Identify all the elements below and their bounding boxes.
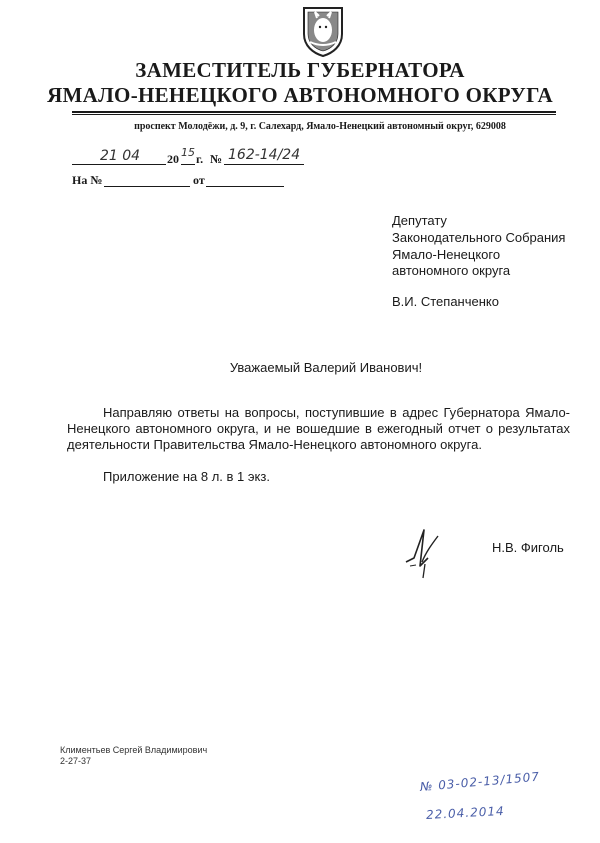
reply-number-underline: [104, 186, 190, 187]
registration-date: 22.04.2014: [425, 803, 505, 822]
executor-name: Климентьев Сергей Владимирович: [60, 745, 208, 755]
letter-body-line: деятельности Правительства Ямало-Ненецкого автономного округа.: [67, 437, 482, 452]
signature-icon: [398, 522, 448, 582]
letterhead-address: проспект Молодёжи, д. 9, г. Салехард, Ямало-Ненецкий автономный округ, 629008: [134, 121, 506, 132]
recipient-line: Законодательного Собрания: [392, 230, 566, 245]
recipient-line: Ямало-Ненецкого: [392, 247, 501, 262]
recipient-line: Депутату: [392, 213, 447, 228]
outgoing-number-label: №: [210, 152, 223, 166]
executor-phone: 2-27-37: [60, 756, 92, 766]
letterhead-divider-thin: [72, 114, 556, 115]
reply-date-underline: [206, 186, 284, 187]
letterhead-title-line1: ЗАМЕСТИТЕЛЬ ГУБЕРНАТОРА: [135, 58, 465, 82]
registration-number: № 03-02-13/1507: [419, 769, 541, 794]
attachment-note: Приложение на 8 л. в 1 экз.: [103, 469, 270, 484]
outgoing-year-prefix: 20: [167, 152, 179, 166]
signatory-name: Н.В. Фиголь: [492, 540, 564, 555]
letterhead-title-line2: ЯМАЛО-НЕНЕЦКОГО АВТОНОМНОГО ОКРУГА: [47, 83, 553, 107]
letter-body-line: Направляю ответы на вопросы, поступившие в адрес Губернатора Ямало-: [103, 405, 570, 420]
letter-body: [67, 405, 570, 453]
coat-of-arms-icon: [300, 4, 346, 58]
outgoing-year-suffix: 15: [181, 146, 195, 159]
recipient-name: В.И. Степанченко: [392, 294, 499, 309]
date-underline: [72, 164, 166, 165]
letterhead-divider: [72, 111, 556, 113]
reply-from-label: от: [193, 173, 205, 187]
letter-body-line: Ненецкого автономного округа, и не вошедшие в ежегодный отчет о результатах: [67, 421, 570, 436]
salutation: Уважаемый Валерий Иванович!: [229, 360, 423, 375]
outgoing-year-label: г.: [196, 152, 204, 166]
outgoing-number-value: 162-14/24: [228, 147, 301, 163]
year-underline: [181, 164, 195, 165]
reply-to-label: На №: [72, 173, 103, 187]
recipient-line: автономного округа: [392, 263, 511, 278]
number-underline: [224, 164, 304, 165]
outgoing-day-month: 21 04: [100, 148, 141, 164]
